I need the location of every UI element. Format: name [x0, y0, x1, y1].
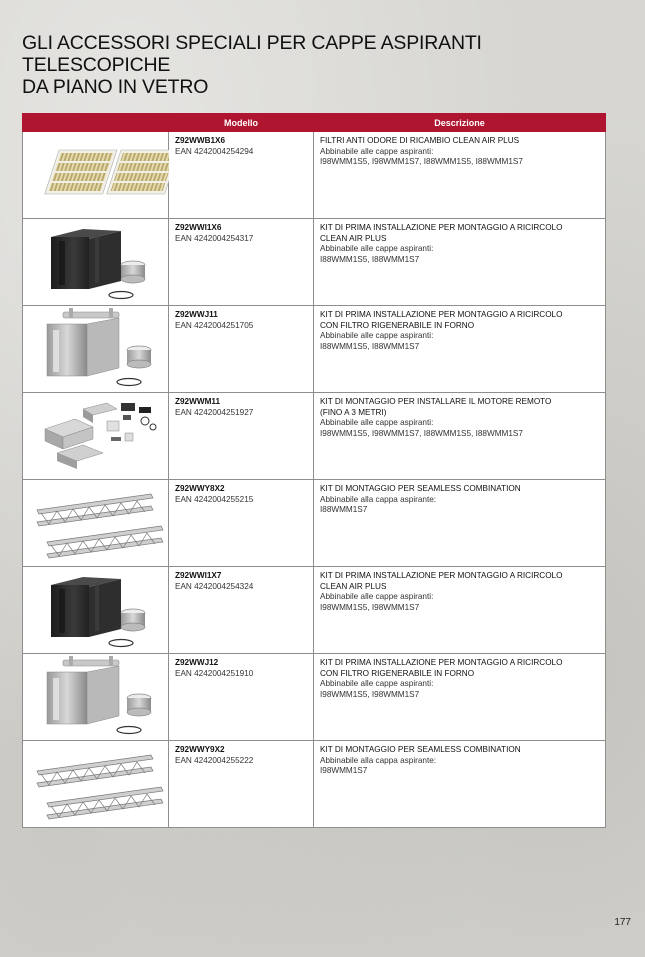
model-cell: [169, 219, 314, 306]
black-box-kit-image: [23, 219, 169, 305]
compatibility-note: Abbinabile alle cappe aspiranti:: [320, 592, 434, 601]
compatibility-note: Abbinabile alle cappe aspiranti:: [320, 418, 434, 427]
compatible-models: I88WMM1S7: [320, 505, 368, 514]
description-title: KIT DI PRIMA INSTALLAZIONE PER MONTAGGIO A RICIRCOLO: [320, 658, 563, 667]
ean-code: EAN 4242004255215: [175, 494, 254, 504]
product-image-cell: [23, 741, 169, 828]
compatible-models: I98WMM1S5, I98WMM1S7: [320, 602, 420, 612]
ean-code: EAN 4242004254317: [175, 233, 254, 243]
product-image-cell: [23, 567, 169, 654]
compatibility-note: Abbinabile alla cappa aspirante:: [320, 755, 437, 765]
description-cell: [314, 654, 606, 741]
compatible-models: I98WMM1S5, I98WMM1S7, I88WMM1S5, I88WMM1S7: [320, 157, 523, 166]
model-code: Z92WWI1X7: [175, 571, 222, 580]
description-title: KIT DI MONTAGGIO PER SEAMLESS COMBINATION: [320, 484, 521, 493]
model-cell: [169, 741, 314, 828]
description-title-line-2: CON FILTRO RIGENERABILE IN FORNO: [320, 320, 475, 330]
product-image-cell: [23, 219, 169, 306]
description-title: KIT DI PRIMA INSTALLAZIONE PER MONTAGGIO A RICIRCOLO: [320, 571, 563, 580]
model-cell: [169, 132, 314, 219]
description-title-line-2: CLEAN AIR PLUS: [320, 233, 387, 243]
model-code: Z92WWJ12: [175, 658, 219, 667]
description-title: FILTRI ANTI ODORE DI RICAMBIO CLEAN AIR PLUS: [320, 136, 520, 145]
table-row: [23, 393, 606, 480]
description-cell: [314, 306, 606, 393]
product-image-cell: [23, 132, 169, 219]
description-title: KIT DI MONTAGGIO PER SEAMLESS COMBINATION: [320, 745, 521, 754]
description-cell: [314, 741, 606, 828]
compatible-models: I88WMM1S5, I88WMM1S7: [320, 254, 420, 264]
model-code: Z92WWB1X6: [175, 136, 226, 145]
description-cell: [314, 132, 606, 219]
compatibility-note: Abbinabile alle cappe aspiranti:: [320, 679, 434, 688]
description-cell: [314, 219, 606, 306]
page-title: [22, 32, 622, 98]
compatible-models: I98WMM1S7: [320, 766, 368, 775]
rail-kit-image: [23, 480, 169, 566]
page-number: 177: [614, 917, 631, 928]
table-row: [23, 567, 606, 654]
steel-box-kit-image: [23, 306, 169, 392]
description-title: KIT DI MONTAGGIO PER INSTALLARE IL MOTORE REMOTO: [320, 397, 552, 406]
ean-code: EAN 4242004251910: [175, 668, 254, 678]
product-image-cell: [23, 654, 169, 741]
compatible-models: I98WMM1S5, I98WMM1S7: [320, 689, 420, 699]
description-cell: [314, 480, 606, 567]
ean-code: EAN 4242004255222: [175, 755, 254, 765]
table-row: [23, 219, 606, 306]
rail-kit-image: [23, 741, 169, 827]
compatible-models: I88WMM1S5, I88WMM1S7: [320, 341, 420, 351]
compatibility-note: Abbinabile alle cappe aspiranti:: [320, 244, 434, 253]
model-cell: [169, 654, 314, 741]
description-title-line-2: CLEAN AIR PLUS: [320, 581, 387, 591]
ean-code: EAN 4242004254294: [175, 146, 254, 156]
product-image-cell: [23, 480, 169, 567]
steel-box-kit-image: [23, 654, 169, 740]
table-row: [23, 306, 606, 393]
ean-code: EAN 4242004251927: [175, 407, 254, 417]
ean-code: EAN 4242004254324: [175, 581, 254, 591]
description-title-line-2: (FINO A 3 METRI): [320, 407, 387, 417]
model-code: Z92WWY8X2: [175, 484, 225, 493]
table-row: [23, 480, 606, 567]
description-title: KIT DI PRIMA INSTALLAZIONE PER MONTAGGIO A RICIRCOLO: [320, 310, 563, 319]
model-cell: [169, 480, 314, 567]
compatibility-note: Abbinabile alle cappe aspiranti:: [320, 331, 434, 340]
description-title-line-2: CON FILTRO RIGENERABILE IN FORNO: [320, 668, 475, 678]
compatibility-note: Abbinabile alle cappe aspiranti:: [320, 146, 434, 156]
description-cell: [314, 393, 606, 480]
ean-code: EAN 4242004251705: [175, 320, 254, 330]
description-title: KIT DI PRIMA INSTALLAZIONE PER MONTAGGIO A RICIRCOLO: [320, 223, 563, 232]
table-row: [23, 654, 606, 741]
table-row: [23, 132, 606, 219]
description-cell: [314, 567, 606, 654]
header-description: Descrizione: [314, 114, 606, 132]
model-cell: [169, 567, 314, 654]
product-image-cell: [23, 393, 169, 480]
accessories-table: [22, 113, 606, 828]
table-header-row: [23, 114, 606, 132]
product-image-cell: [23, 306, 169, 393]
model-code: Z92WWI1X6: [175, 223, 222, 232]
table-row: [23, 741, 606, 828]
black-box-kit-image: [23, 567, 169, 653]
compatibility-note: Abbinabile alla cappa aspirante:: [320, 494, 437, 504]
title-line-2: DA PIANO IN VETRO: [22, 76, 209, 98]
remote-motor-kit-image: [23, 393, 169, 479]
header-image-cell: [23, 114, 169, 132]
header-model: Modello: [169, 114, 314, 132]
model-cell: [169, 393, 314, 480]
compatible-models: I98WMM1S5, I98WMM1S7, I88WMM1S5, I88WMM1S7: [320, 428, 523, 438]
model-cell: [169, 306, 314, 393]
model-code: Z92WWY9X2: [175, 745, 225, 754]
model-code: Z92WWM11: [175, 397, 221, 406]
model-code: Z92WWJ11: [175, 310, 218, 319]
filter-image: [23, 132, 169, 218]
title-line-1: GLI ACCESSORI SPECIALI PER CAPPE ASPIRANTI TELESCOPICHE: [22, 32, 482, 76]
